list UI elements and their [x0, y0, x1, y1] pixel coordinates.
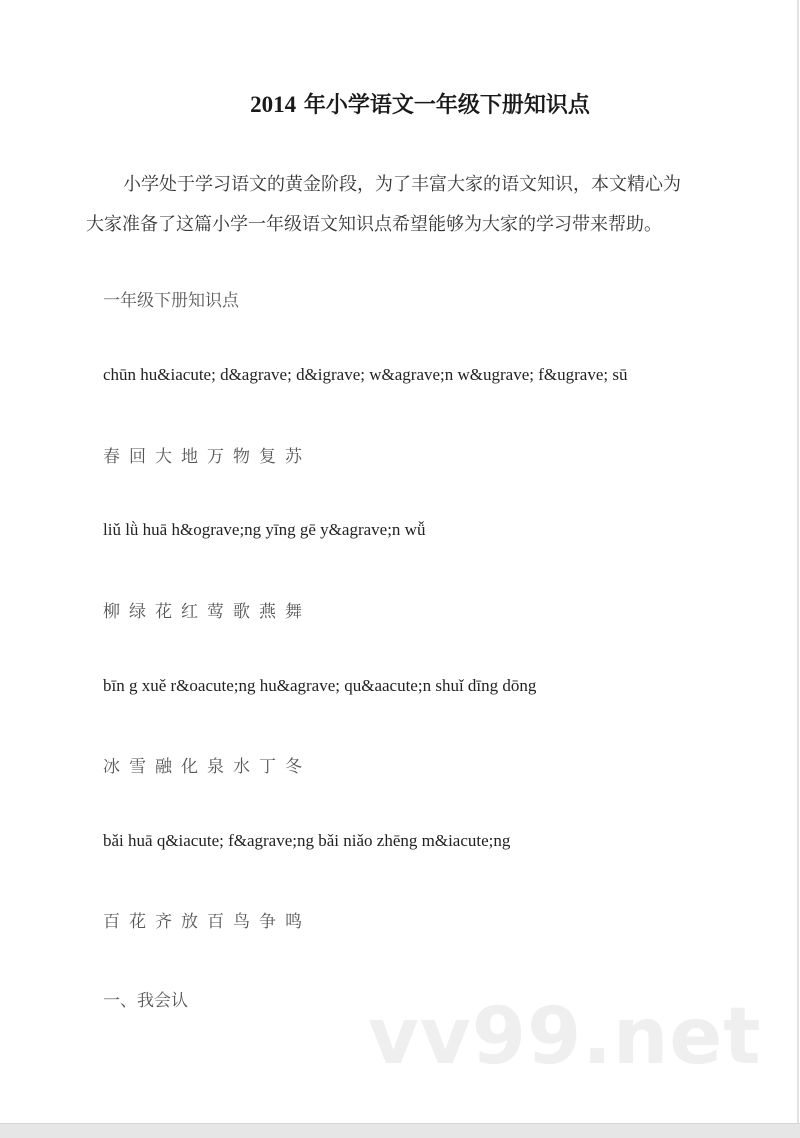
- pinyin-line-2: liǔ lǜ huā h&ograve;ng yīng gē y&agrave;n wǚ: [103, 520, 426, 539]
- pinyin-line-1: chūn hu&iacute; d&agrave; d&igrave; w&agrave;n w&ugrave; f&ugrave; sū: [103, 365, 628, 384]
- hanzi-line-1: 春回大地万物复苏: [103, 447, 311, 467]
- title-year: 2014: [250, 92, 297, 117]
- hanzi-line-3: 冰雪融化泉水丁冬: [103, 757, 311, 777]
- hanzi-line-2: 柳绿花红莺歌燕舞: [103, 602, 311, 622]
- watermark: vv99.net: [368, 992, 762, 1082]
- section-heading: 一年级下册知识点: [103, 291, 239, 311]
- page-title: [0, 88, 800, 119]
- intro-line-2: 大家准备了这篇小学一年级语文知识点希望能够为大家的学习带来帮助。: [86, 214, 662, 235]
- hanzi-line-4: 百花齐放百鸟争鸣: [103, 912, 311, 932]
- intro-paragraph: [86, 165, 726, 245]
- pinyin-line-4: bǎi huā q&iacute; f&agrave;ng bǎi niǎo zhēng m&iacute;ng: [103, 831, 511, 850]
- subsection-heading: 一、我会认: [103, 991, 188, 1011]
- intro-line-1: 小学处于学习语文的黄金阶段，为了丰富大家的语文知识，本文精心为: [123, 174, 681, 195]
- page-bottom-edge: [0, 1123, 800, 1138]
- pinyin-line-3: bīn g xuě r&oacute;ng hu&agrave; qu&aacute;n shuǐ dīng dōng: [103, 676, 537, 695]
- title-text: 年小学语文一年级下册知识点: [296, 93, 590, 118]
